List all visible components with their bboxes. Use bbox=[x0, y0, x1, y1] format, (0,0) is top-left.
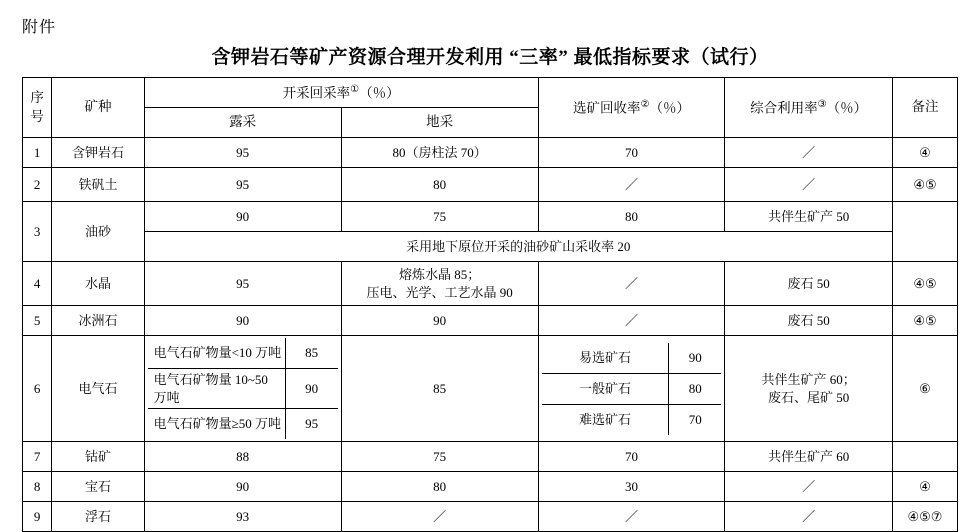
sel-item-value: 80 bbox=[669, 373, 722, 404]
cell-open-lu: 95 bbox=[144, 168, 341, 202]
open-lu-item-value: 90 bbox=[285, 369, 338, 409]
cell-open-di: 90 bbox=[341, 306, 538, 336]
cell-open-di: 80 bbox=[341, 168, 538, 202]
cell-kind: 铁矾土 bbox=[52, 168, 144, 202]
sel-item-value: 90 bbox=[669, 343, 722, 374]
header-no bbox=[23, 78, 52, 138]
header-open-lu: 露采 bbox=[144, 108, 341, 138]
cell-no: 9 bbox=[23, 502, 52, 532]
cell-no: 5 bbox=[23, 306, 52, 336]
cell-open-di-line1: 熔炼水晶 85； bbox=[399, 266, 481, 282]
cell-open-lu: 90 bbox=[144, 472, 341, 502]
header-remark: 备注 bbox=[892, 78, 957, 138]
cell-note-full: 采用地下原位开采的油砂矿山采收率 20 bbox=[144, 232, 892, 262]
header-sel-rate-label: 选矿回收率 bbox=[573, 100, 641, 116]
cell-remark: ④⑤ bbox=[892, 168, 957, 202]
header-comp-rate-label: 综合利用率 bbox=[750, 100, 818, 116]
cell-no: 8 bbox=[23, 472, 52, 502]
header-open-rate bbox=[144, 78, 538, 108]
cell-open-lu: 90 bbox=[144, 306, 341, 336]
cell-no: 4 bbox=[23, 262, 52, 306]
open-lu-item-label: 电气石矿物量<10 万吨 bbox=[148, 338, 286, 369]
sel-item-value: 70 bbox=[688, 411, 702, 427]
cell-kind: 水晶 bbox=[52, 262, 144, 306]
cell-no: 6 bbox=[23, 336, 52, 442]
cell-kind: 电气石 bbox=[52, 336, 144, 442]
cell-sel: ／ bbox=[538, 262, 725, 306]
cell-remark bbox=[892, 442, 957, 472]
open-lu-item-value: 95 bbox=[305, 416, 319, 432]
cell-comp bbox=[725, 336, 893, 442]
table-row bbox=[23, 168, 958, 202]
cell-comp: ／ bbox=[725, 168, 893, 202]
header-open-rate-sup: ① bbox=[350, 83, 360, 95]
cell-comp: 废石 50 bbox=[725, 262, 893, 306]
table-row bbox=[23, 306, 958, 336]
cell-comp: ／ bbox=[725, 472, 893, 502]
table-row bbox=[23, 202, 958, 232]
cell-open-di: ／ bbox=[341, 502, 538, 532]
cell-comp: ／ bbox=[725, 138, 893, 168]
table-row bbox=[23, 138, 958, 168]
cell-sel: 80 bbox=[538, 202, 725, 232]
cell-open-di: 80 bbox=[341, 472, 538, 502]
cell-remark: ④ bbox=[892, 472, 957, 502]
cell-comp-line2: 废石、尾矿 50 bbox=[768, 389, 850, 405]
sel-item-label: 易选矿石 bbox=[542, 343, 669, 374]
table-row bbox=[23, 336, 958, 442]
cell-open-di: 80（房柱法 70） bbox=[341, 138, 538, 168]
cell-remark bbox=[892, 202, 957, 262]
cell-open-di: 75 bbox=[341, 202, 538, 232]
cell-sel: ／ bbox=[538, 502, 725, 532]
cell-kind: 浮石 bbox=[52, 502, 144, 532]
cell-open-lu: 95 bbox=[144, 138, 341, 168]
open-lu-item-label: 电气石矿物量 10~50 万吨 bbox=[148, 369, 286, 409]
cell-kind: 含钾岩石 bbox=[52, 138, 144, 168]
cell-comp: 共伴生矿产 60 bbox=[725, 442, 893, 472]
cell-open-di bbox=[341, 262, 538, 306]
header-no-line1: 序号 bbox=[30, 90, 44, 124]
header-open-rate-unit: （％） bbox=[359, 85, 400, 101]
sel-item-label: 难选矿石 bbox=[542, 404, 669, 435]
open-lu-item-label: 电气石矿物量≥50 万吨 bbox=[148, 409, 286, 440]
cell-kind: 油砂 bbox=[52, 202, 144, 262]
indicator-table bbox=[22, 77, 958, 532]
cell-no: 7 bbox=[23, 442, 52, 472]
cell-sel: 70 bbox=[538, 138, 725, 168]
table-row bbox=[23, 472, 958, 502]
cell-remark: ④ bbox=[892, 138, 957, 168]
cell-no: 2 bbox=[23, 168, 52, 202]
header-kind: 矿种 bbox=[52, 78, 144, 138]
cell-kind: 宝石 bbox=[52, 472, 144, 502]
cell-comp: ／ bbox=[725, 502, 893, 532]
cell-open-lu-split bbox=[144, 336, 341, 442]
cell-sel: 30 bbox=[538, 472, 725, 502]
cell-remark: ④⑤ bbox=[892, 262, 957, 306]
header-comp-rate bbox=[725, 78, 893, 138]
cell-open-di: 75 bbox=[341, 442, 538, 472]
cell-comp: 共伴生矿产 50 bbox=[725, 202, 893, 232]
cell-sel: ／ bbox=[538, 306, 725, 336]
sel-item-label: 一般矿石 bbox=[542, 373, 669, 404]
header-comp-rate-sup: ③ bbox=[817, 98, 827, 110]
header-sel-rate-unit: （％） bbox=[649, 100, 690, 116]
cell-no: 3 bbox=[23, 202, 52, 262]
header-comp-rate-unit: （％） bbox=[826, 100, 868, 116]
cell-open-lu: 93 bbox=[144, 502, 341, 532]
page-title: 含钾岩石等矿产资源合理开发利用 “三率” 最低指标要求（试行） bbox=[211, 47, 769, 68]
cell-open-lu: 90 bbox=[144, 202, 341, 232]
cell-sel-split bbox=[538, 336, 725, 442]
cell-open-di-line2: 压电、光学、工艺水晶 90 bbox=[366, 284, 513, 300]
table-row-note bbox=[23, 232, 958, 262]
cell-remark: ⑥ bbox=[892, 336, 957, 442]
header-sel-rate-sup: ② bbox=[640, 98, 650, 110]
cell-open-lu: 95 bbox=[144, 262, 341, 306]
table-header-row-1 bbox=[23, 78, 958, 108]
cell-kind: 钴矿 bbox=[52, 442, 144, 472]
header-open-rate-label: 开采回采率 bbox=[282, 85, 351, 101]
cell-sel: 70 bbox=[538, 442, 725, 472]
cell-sel: ／ bbox=[538, 168, 725, 202]
header-sel-rate bbox=[538, 78, 725, 138]
cell-kind: 冰洲石 bbox=[52, 306, 144, 336]
cell-comp-line1: 共伴生矿产 60； bbox=[761, 372, 856, 387]
table-row bbox=[23, 442, 958, 472]
table-row bbox=[23, 262, 958, 306]
attachment-label: 附件 bbox=[22, 19, 57, 36]
indicator-table-wrapper bbox=[22, 77, 958, 532]
cell-remark: ④⑤⑦ bbox=[892, 502, 957, 532]
cell-no: 1 bbox=[23, 138, 52, 168]
open-lu-item-value: 85 bbox=[285, 338, 338, 369]
cell-remark: ④⑤ bbox=[892, 306, 957, 336]
header-open-di: 地采 bbox=[341, 108, 538, 138]
cell-open-di: 85 bbox=[341, 336, 538, 442]
table-row bbox=[23, 502, 958, 532]
cell-open-lu: 88 bbox=[144, 442, 341, 472]
cell-comp: 废石 50 bbox=[725, 306, 893, 336]
